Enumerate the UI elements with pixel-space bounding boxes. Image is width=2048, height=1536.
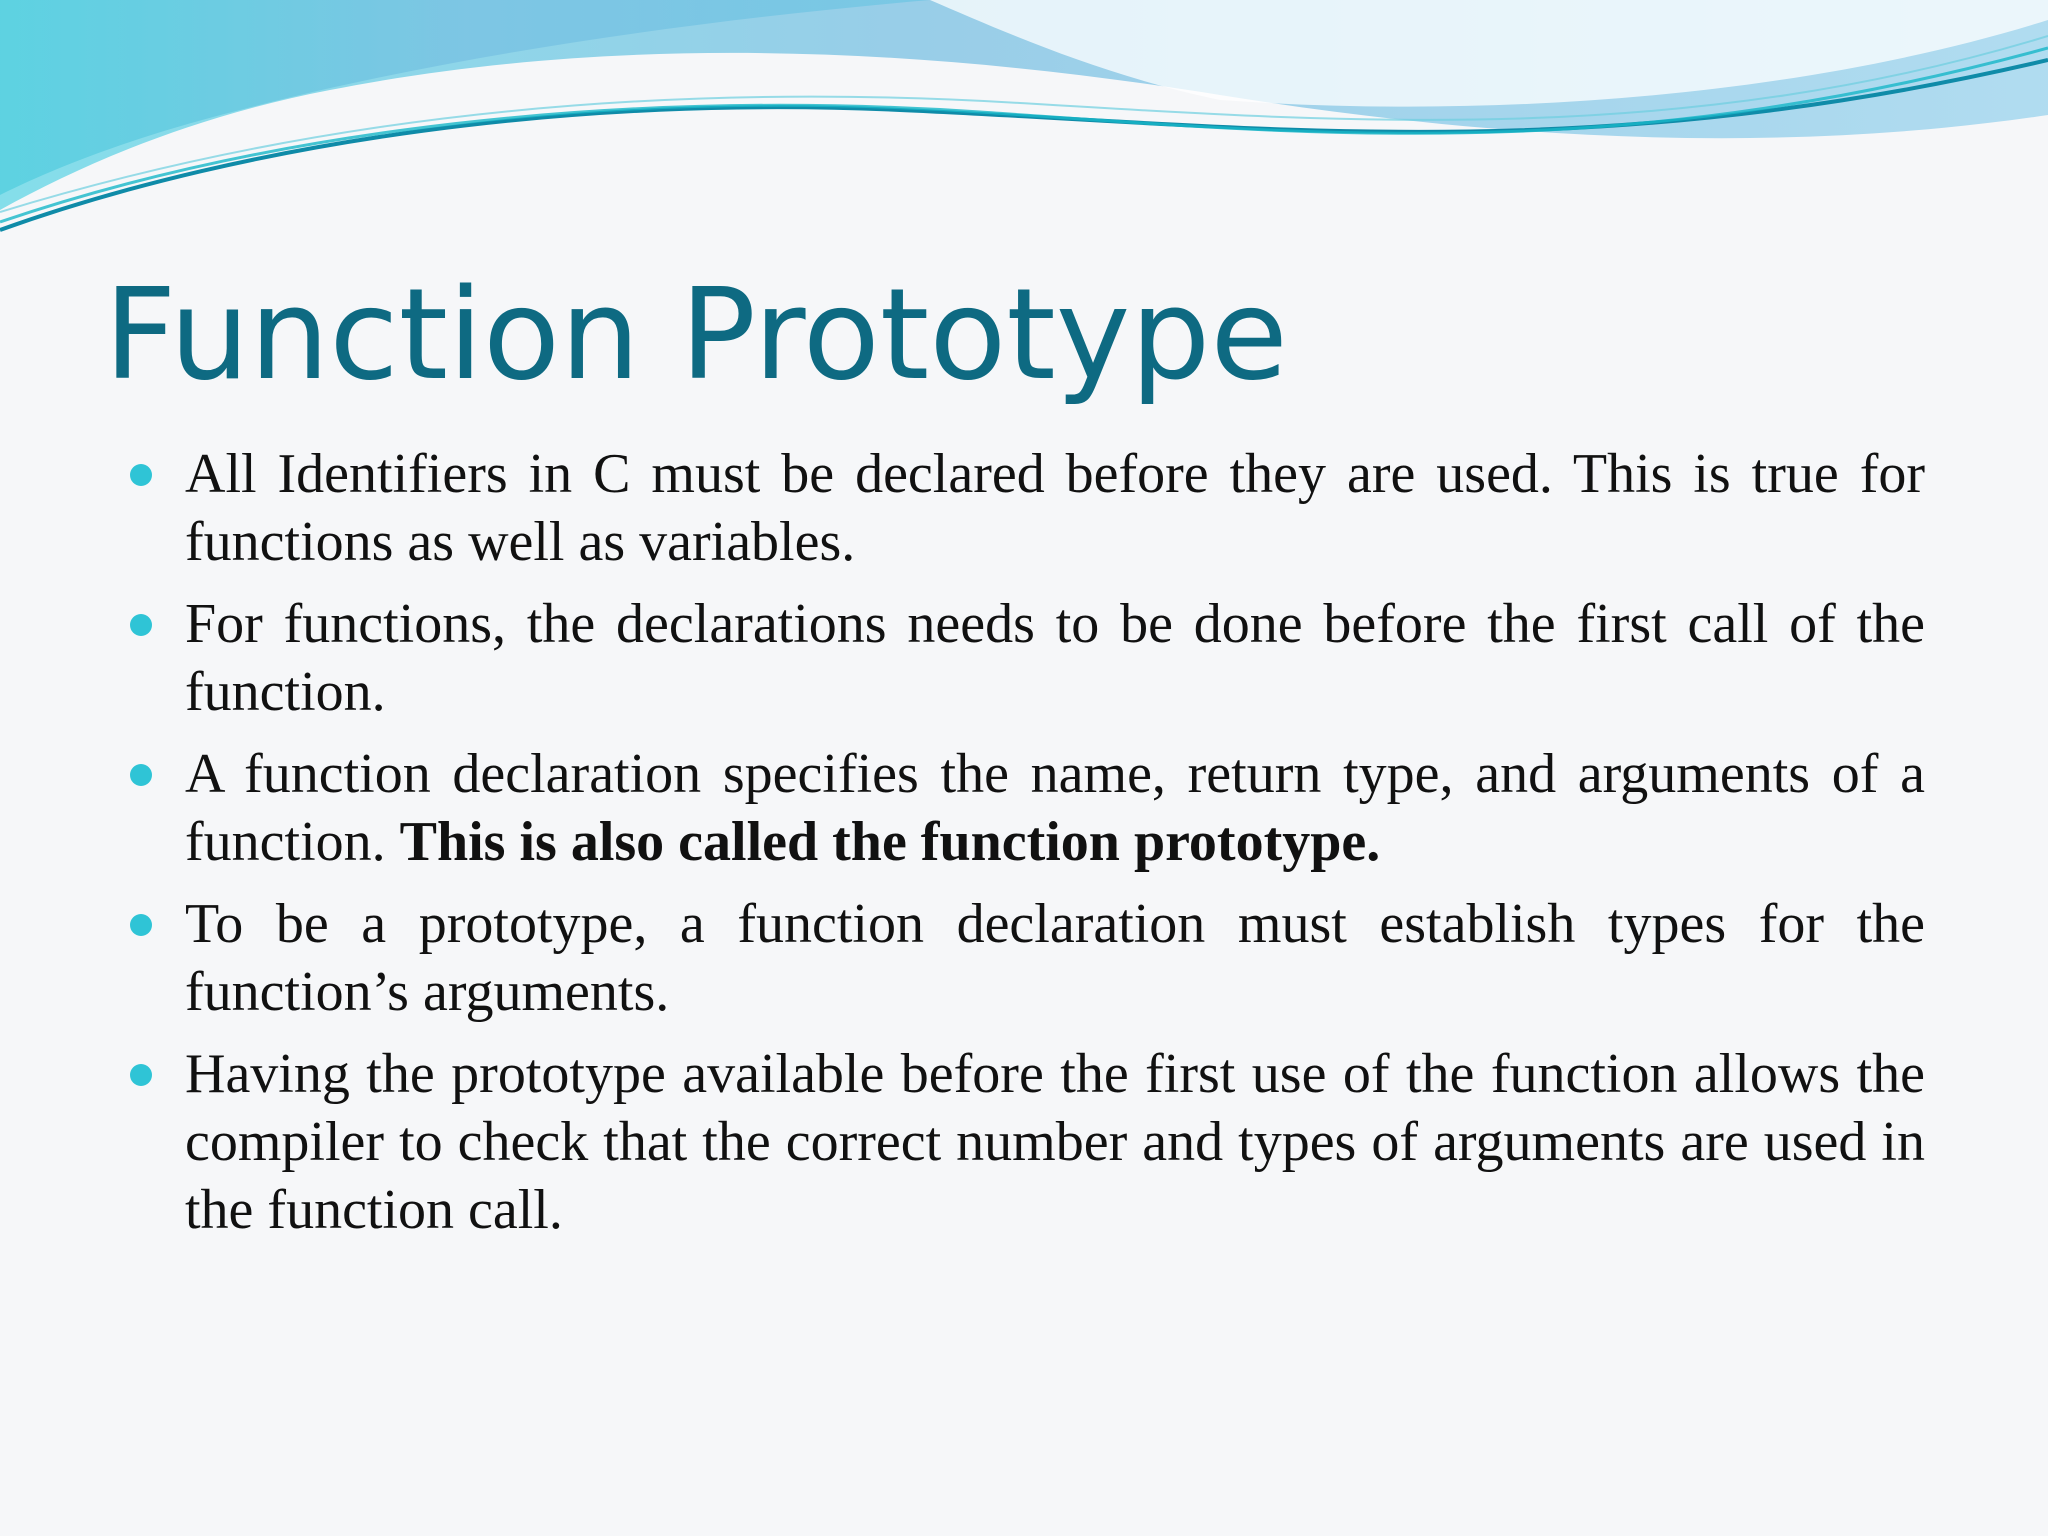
bullet-list: [130, 440, 1925, 1258]
bullet-item-prototype-types: [130, 890, 1925, 1026]
bullet-dot-icon: [130, 914, 152, 936]
bullet-dot-icon: [130, 764, 152, 786]
bullet-item-declaration-specifies: [130, 740, 1925, 876]
bullet-text: For functions, the declarations needs to be done before the first call of the function.: [185, 593, 1925, 723]
bullet-dot-icon: [130, 1064, 152, 1086]
bullet-text: A function declaration specifies the name, return type, and arguments of a function.: [185, 743, 1925, 873]
bullet-bold-text: This is also called the function prototype.: [399, 811, 1381, 873]
bullet-item-identifiers: [130, 440, 1925, 576]
bullet-text: All Identifiers in C must be declared before they are used. This is true for functions as well as variables.: [185, 443, 1925, 573]
bullet-text: Having the prototype available before the first use of the function allows the compiler to check that the correct number and types of arguments are used in the function call.: [185, 1043, 1925, 1241]
slide-title: Function Prototype: [104, 261, 1288, 408]
bullet-dot-icon: [130, 614, 152, 636]
bullet-dot-icon: [130, 464, 152, 486]
bullet-item-function-declarations: [130, 590, 1925, 726]
header-wave-decoration: [0, 0, 2048, 260]
bullet-text: To be a prototype, a function declaration must establish types for the function’s arguments.: [185, 893, 1925, 1023]
bullet-item-compiler-check: [130, 1040, 1925, 1244]
